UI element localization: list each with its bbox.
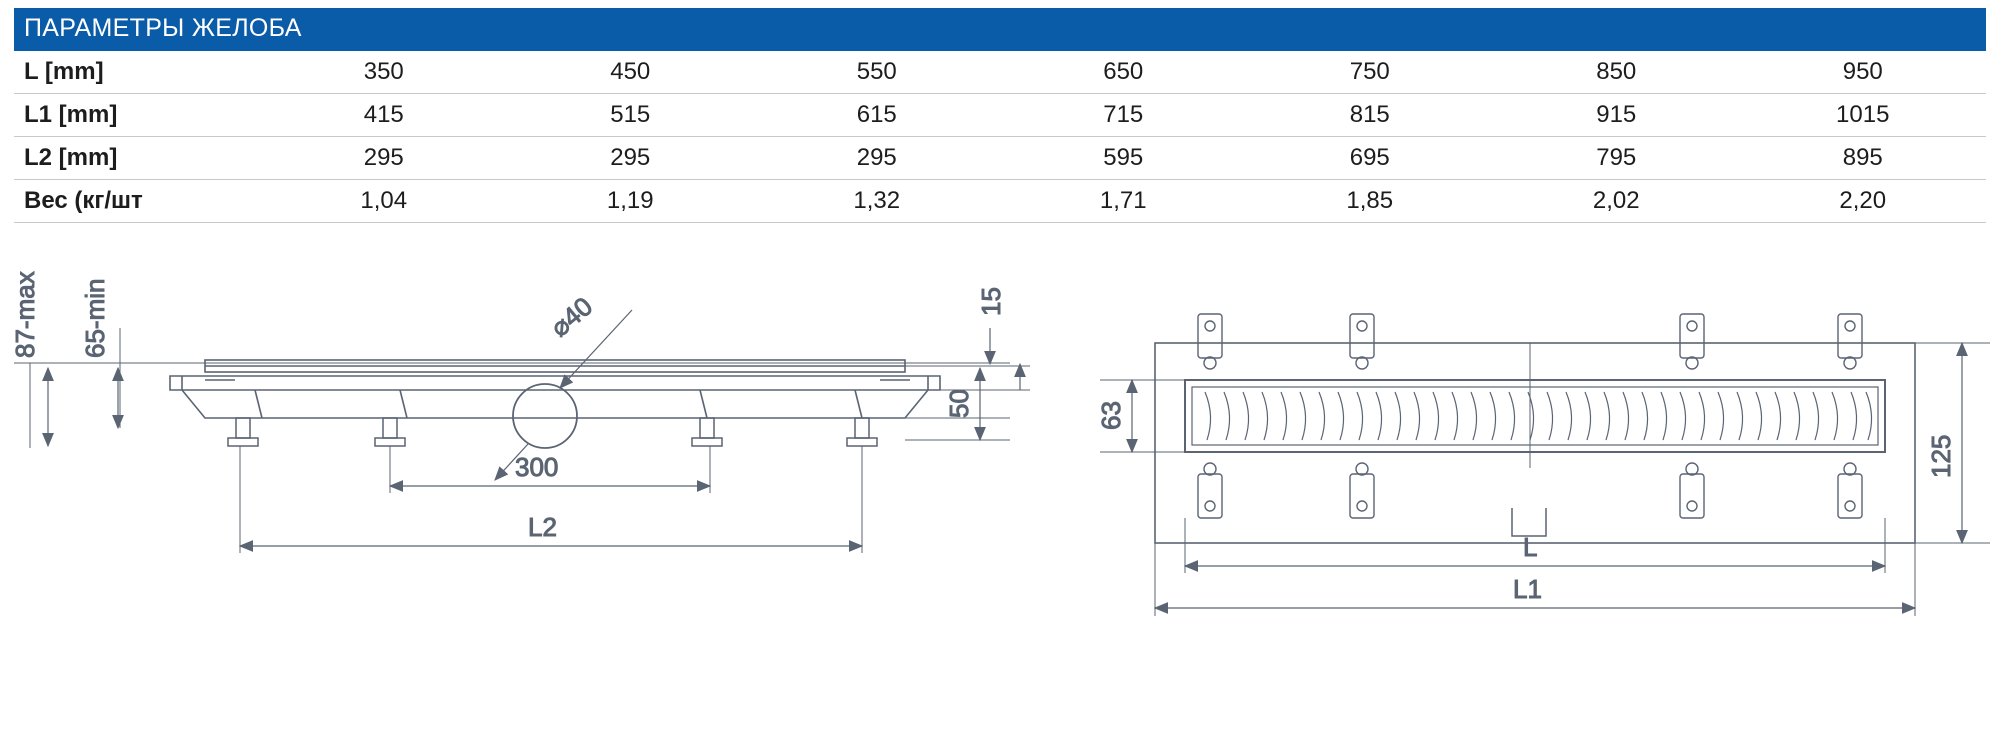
- cell-l1-1: 415: [261, 94, 508, 137]
- mounting-tab: [1198, 314, 1222, 369]
- dim-50-label: 50: [944, 389, 974, 418]
- adjustable-feet: [228, 418, 877, 446]
- cell-weight-7: 2,20: [1740, 180, 1987, 223]
- pipe-diameter-label: ⌀40: [544, 290, 599, 343]
- cell-l2-5: 695: [1247, 137, 1494, 180]
- outlet-pipe-circle: [513, 384, 577, 448]
- table-header-row: [14, 8, 1986, 51]
- grate-slot-pattern: [1205, 392, 1872, 440]
- cell-l-7: 950: [1740, 51, 1987, 94]
- row-label-weight: Вес (кг/шт: [14, 180, 261, 223]
- outer-flange-plate: [1155, 343, 1915, 543]
- cell-l-5: 750: [1247, 51, 1494, 94]
- cell-l-6: 850: [1493, 51, 1740, 94]
- table-row: [14, 180, 1986, 223]
- mounting-tab: [1350, 463, 1374, 518]
- channel-body-outline: [170, 360, 940, 418]
- cell-l-1: 350: [261, 51, 508, 94]
- cell-l-2: 450: [507, 51, 754, 94]
- cell-weight-6: 2,02: [1493, 180, 1740, 223]
- cell-l2-1: 295: [261, 137, 508, 180]
- cell-l2-2: 295: [507, 137, 754, 180]
- mounting-tab: [1838, 463, 1862, 518]
- foot-1: [228, 418, 258, 446]
- cell-l-3: 550: [754, 51, 1001, 94]
- witness-lines-left: [14, 328, 1010, 448]
- cell-l2-3: 295: [754, 137, 1001, 180]
- cell-l2-7: 895: [1740, 137, 1987, 180]
- dim-l-label: L: [1523, 532, 1538, 562]
- mounting-tabs-bottom: [1198, 463, 1862, 518]
- table-row: [14, 137, 1986, 180]
- dim-65-min-label: 65-min: [80, 278, 110, 358]
- cell-l1-3: 615: [754, 94, 1001, 137]
- cell-l2-4: 595: [1000, 137, 1247, 180]
- dim-15-label: 15: [976, 287, 1006, 316]
- dim-l1-label: L1: [1513, 574, 1542, 604]
- table-title: ПАРАМЕТРЫ ЖЕЛОБА: [14, 8, 1986, 51]
- table-head: [14, 8, 1986, 51]
- table-row: [14, 94, 1986, 137]
- drawings-svg: [0, 268, 2000, 748]
- dim-87-max-label: 87-max: [10, 271, 40, 358]
- channel-parameters-table: [14, 8, 1986, 223]
- dim-15: [990, 328, 1020, 390]
- mounting-tab: [1680, 463, 1704, 518]
- foot-2: [375, 418, 405, 446]
- foot-3: [692, 418, 722, 446]
- cell-l2-6: 795: [1493, 137, 1740, 180]
- cell-l1-4: 715: [1000, 94, 1247, 137]
- cell-weight-1: 1,04: [261, 180, 508, 223]
- mounting-tab: [1198, 463, 1222, 518]
- cell-weight-4: 1,71: [1000, 180, 1247, 223]
- row-label-l: L [mm]: [14, 51, 261, 94]
- cell-l-4: 650: [1000, 51, 1247, 94]
- right-top-view: [1096, 314, 1990, 616]
- mounting-tab: [1680, 314, 1704, 369]
- cell-l1-2: 515: [507, 94, 754, 137]
- foot-4: [847, 418, 877, 446]
- cell-weight-5: 1,85: [1247, 180, 1494, 223]
- cell-weight-2: 1,19: [507, 180, 754, 223]
- mounting-tab: [1350, 314, 1374, 369]
- cell-l1-6: 915: [1493, 94, 1740, 137]
- left-side-section-view: [10, 271, 1030, 553]
- row-label-l1: L1 [mm]: [14, 94, 261, 137]
- mounting-tab: [1838, 314, 1862, 369]
- technical-drawings: [0, 268, 2000, 748]
- cell-weight-3: 1,32: [754, 180, 1001, 223]
- cell-l1-7: 1015: [1740, 94, 1987, 137]
- grate-inner-frame: [1192, 387, 1878, 445]
- table-body: [14, 51, 1986, 223]
- table-row: [14, 51, 1986, 94]
- dim-125-label: 125: [1926, 434, 1956, 478]
- dim-300-label: 300: [515, 452, 559, 482]
- row-label-l2: L2 [mm]: [14, 137, 261, 180]
- dim-63-label: 63: [1096, 401, 1126, 430]
- cell-l1-5: 815: [1247, 94, 1494, 137]
- dim-l2-label: L2: [528, 512, 557, 542]
